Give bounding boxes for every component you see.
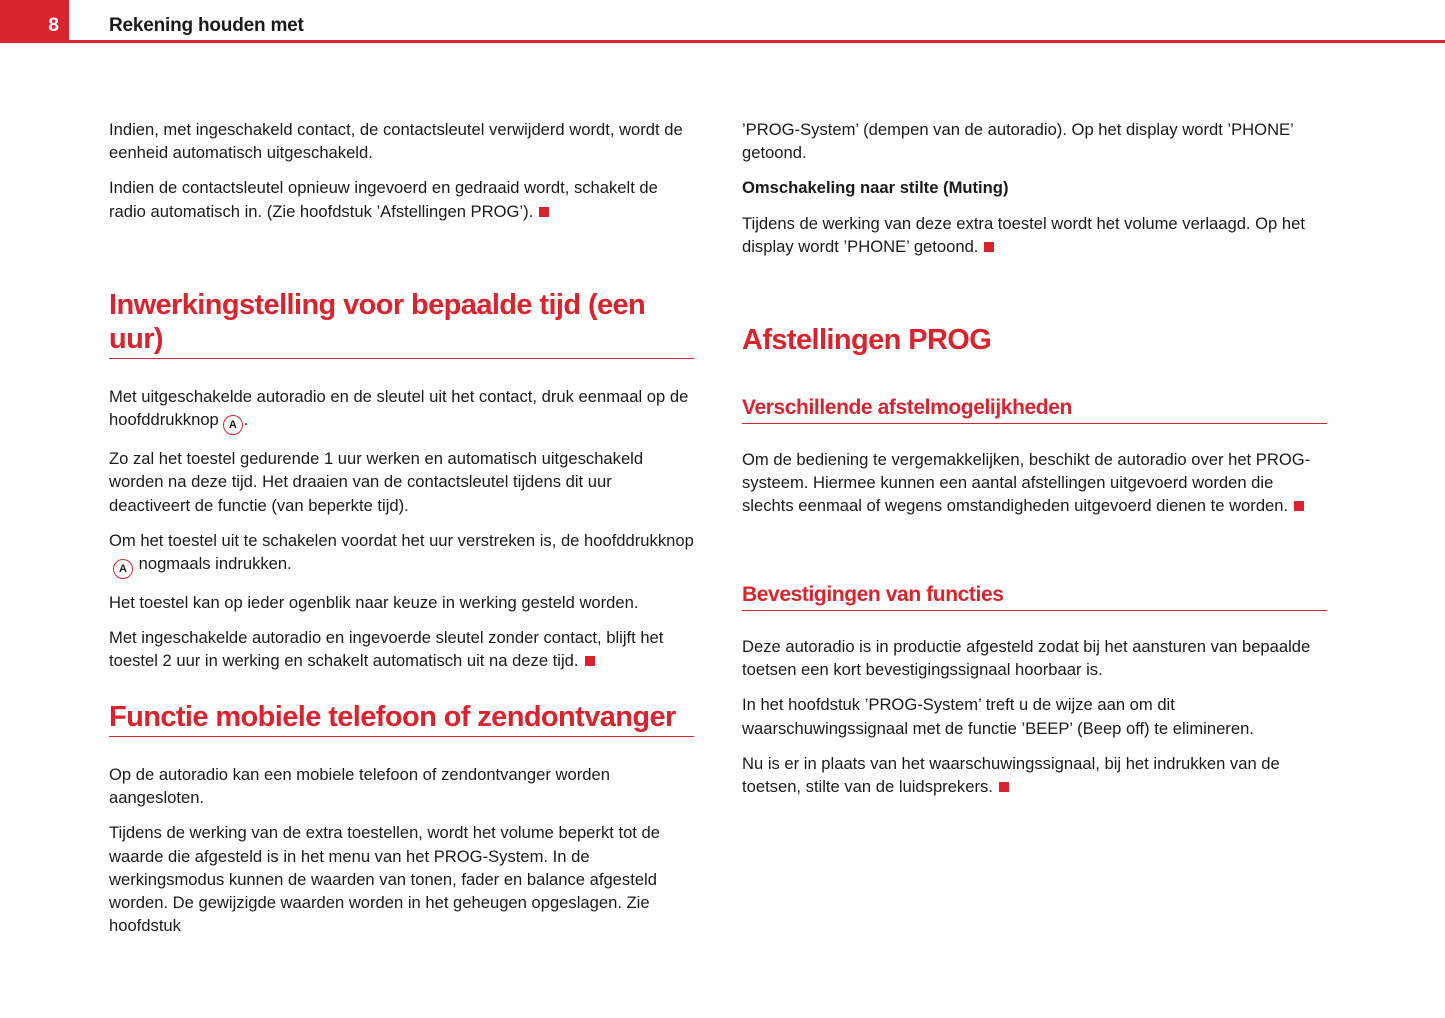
continuation-paragraph: ’PROG-System’ (dempen van de autoradio). Op het display wordt ’PHONE’ getoond. bbox=[742, 120, 1294, 163]
section-mobile-phone bbox=[109, 700, 694, 949]
page-header bbox=[0, 0, 1445, 44]
right-column bbox=[742, 118, 1327, 270]
running-header-title: Rekening houden met bbox=[109, 15, 304, 36]
timed-paragraph-3: Om het toestel uit te schakelen voordat het uur verstreken is, de hoofddrukknopA nogmaals indrukken. bbox=[109, 529, 694, 579]
section-heading-timed-operation: Inwerkingstelling voor bepaalde tijd (een uur) bbox=[109, 288, 694, 359]
end-of-section-marker-icon bbox=[1294, 501, 1304, 511]
end-of-section-marker-icon bbox=[539, 207, 549, 217]
timed-paragraph-5: Met ingeschakelde autoradio en ingevoerde sleutel zonder contact, blijft het toestel 2 uur in werking en schakelt automatisch uit na deze tijd. bbox=[109, 628, 664, 671]
confirmation-paragraph-3: Nu is er in plaats van het waarschuwingssignaal, bij het indrukken van de toetsen, stilte van de luidsprekers. bbox=[742, 753, 1280, 797]
adjustment-paragraph-1: Om de bediening te vergemakkelijken, beschikt de autoradio over het PROG-systeem. Hiermee kunnen een aantal afstellingen uitgevoerd worden die slechts eenmaal of wegens omstandigheden uitgevoerd dienen te worden. bbox=[742, 450, 1311, 516]
subsection-adjustment-options bbox=[742, 395, 1327, 530]
timed-paragraph-4: Het toestel kan op ieder ogenblik naar keuze in werking gesteld worden. bbox=[109, 593, 639, 613]
button-a-symbol-icon: A bbox=[223, 415, 243, 435]
subsection-heading-function-confirmations: Bevestigingen van functies bbox=[742, 582, 1327, 611]
muting-paragraph: Tijdens de werking van deze extra toestel wordt het volume verlaagd. Op het display wordt ’PHONE’ getoond. bbox=[742, 213, 1305, 256]
button-a-symbol-icon: A bbox=[113, 559, 133, 579]
timed-paragraph-1: Met uitgeschakelde autoradio en de sleutel uit het contact, druk eenmaal op de hoofddrukknop A . bbox=[109, 385, 694, 435]
section-prog-settings bbox=[742, 323, 1327, 357]
confirmation-paragraph-1: Deze autoradio is in productie afgesteld zodat bij het aansturen van bepaalde toetsen een kort bevestigingssignaal hoorbaar is. bbox=[742, 637, 1311, 680]
intro-paragraph-1: Indien, met ingeschakeld contact, de contactsleutel verwijderd wordt, wordt de eenheid automatisch uitgeschakeld. bbox=[109, 120, 683, 163]
confirmation-paragraph-2: In het hoofdstuk ’PROG-System’ treft u de wijze aan om dit waarschuwingssignaal met de functie ’BEEP’ (Beep off) te elimineren. bbox=[742, 695, 1254, 738]
subsection-heading-adjustment-options: Verschillende afstelmogelijkheden bbox=[742, 395, 1327, 424]
mobile-paragraph-2: Tijdens de werking van de extra toestellen, wordt het volume beperkt tot de waarde die afgesteld is in het menu van het PROG-System. In de werkingsmodus kunnen de waarden van tonen, fader en balance afgesteld worden. De gewijzigde waarden worden in het geheugen opgeslagen. Zie hoofdstuk bbox=[109, 823, 660, 936]
section-heading-prog-settings: Afstellingen PROG bbox=[742, 324, 992, 356]
header-rule bbox=[69, 40, 1445, 43]
page-number-box bbox=[0, 0, 69, 43]
section-timed-operation bbox=[109, 288, 694, 685]
end-of-section-marker-icon bbox=[999, 782, 1009, 792]
left-column bbox=[109, 118, 694, 235]
end-of-section-marker-icon bbox=[585, 656, 595, 666]
page-number: 8 bbox=[48, 15, 59, 36]
timed-paragraph-2: Zo zal het toestel gedurende 1 uur werken en automatisch uitgeschakeld worden na deze tijd. Het draaien van de contactsleutel tijdens dit uur deactiveert de functie (van beperkte tijd). bbox=[109, 449, 644, 515]
section-heading-mobile-phone: Functie mobiele telefoon of zendontvanger bbox=[109, 700, 694, 737]
subsection-function-confirmations bbox=[742, 582, 1327, 810]
end-of-section-marker-icon bbox=[984, 242, 994, 252]
muting-label: Omschakeling naar stilte (Muting) bbox=[742, 178, 1009, 198]
mobile-paragraph-1: Op de autoradio kan een mobiele telefoon of zendontvanger worden aangesloten. bbox=[109, 765, 610, 808]
intro-paragraph-2: Indien de contactsleutel opnieuw ingevoerd en gedraaid wordt, schakelt de radio automatisch in. (Zie hoofdstuk ’Afstellingen PROG’). bbox=[109, 178, 658, 221]
